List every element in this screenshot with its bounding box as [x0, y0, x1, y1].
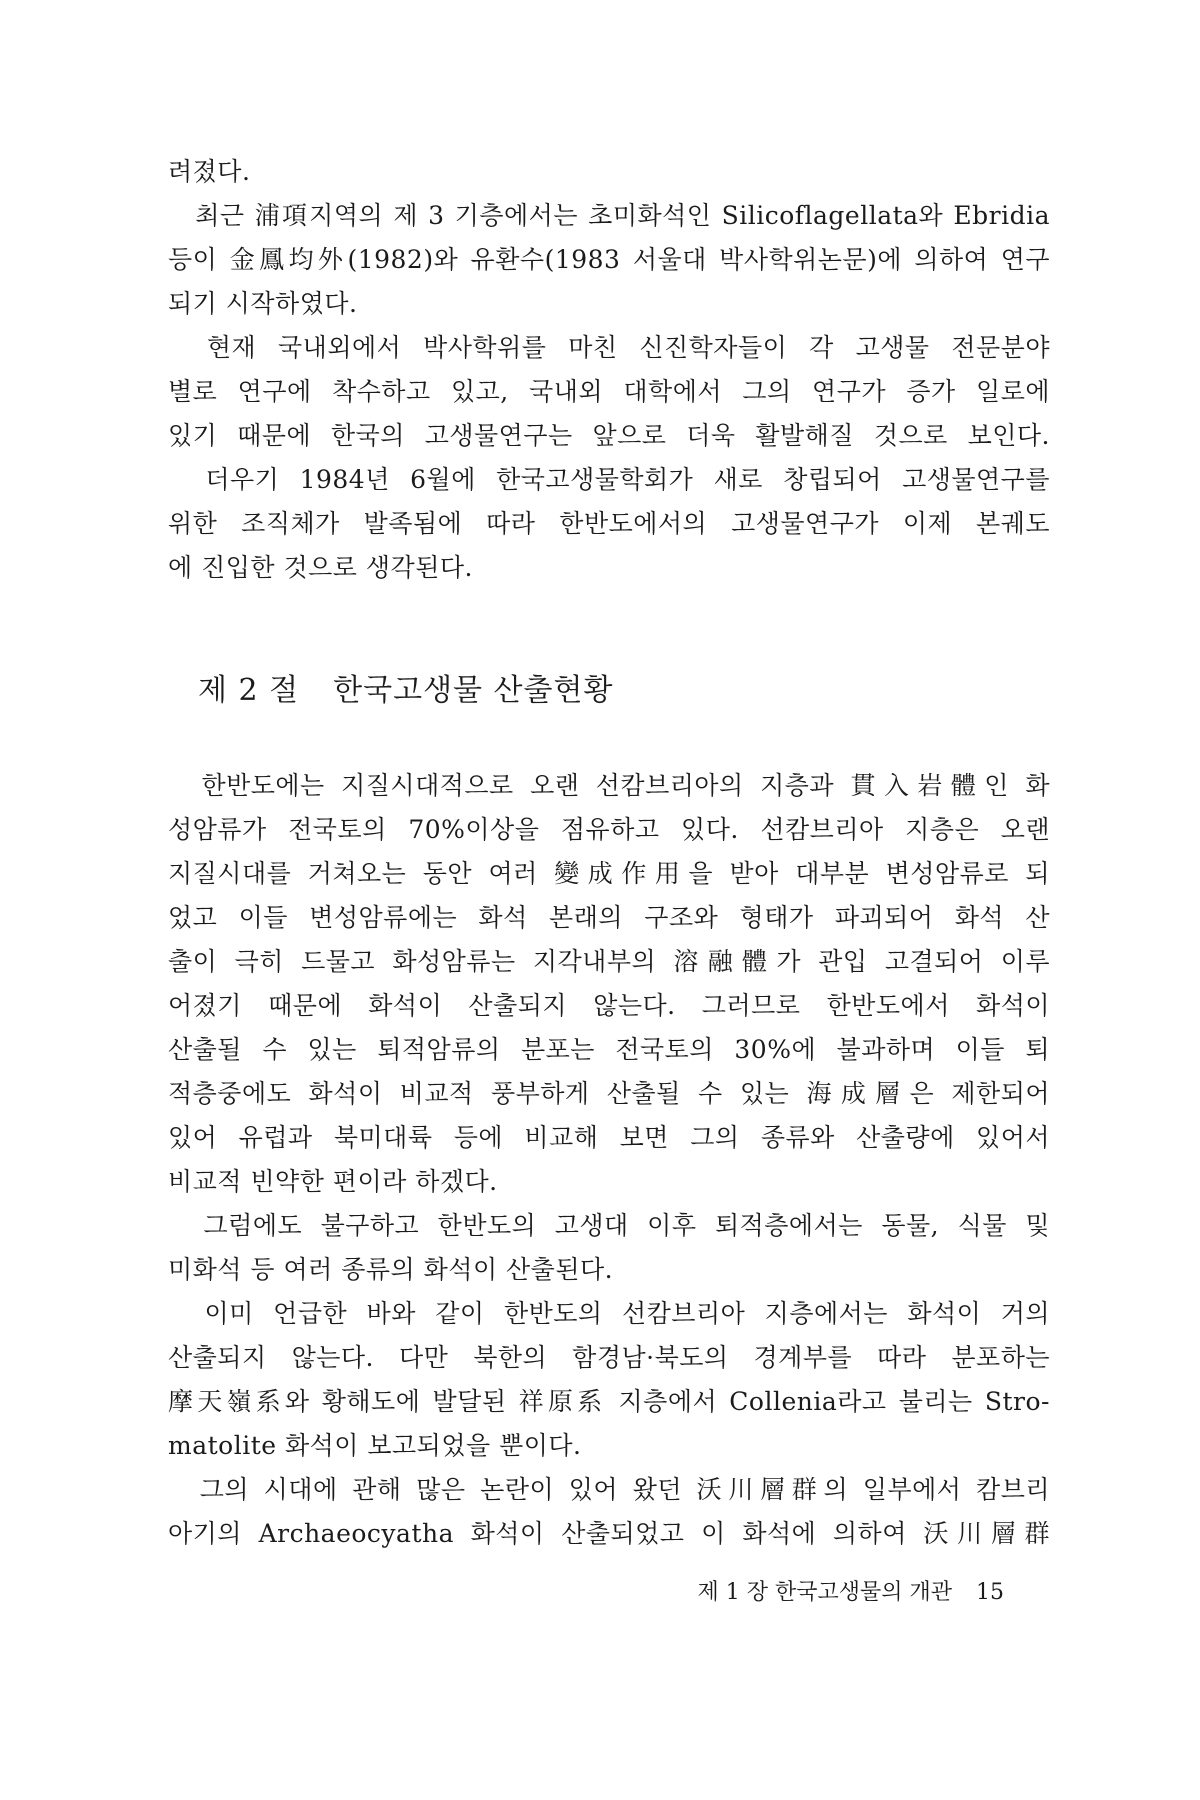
page-number: 15: [976, 1580, 1004, 1605]
text-line: 摩天嶺系와 황해도에 발달된 祥原系 지층에서 Collenia라고 불리는 Stro-: [168, 1387, 1050, 1416]
text-line: 있어 유럽과 북미대륙 등에 비교해 보면 그의 종류와 산출량에 있어서: [168, 1123, 1050, 1152]
page-footer: [698, 1575, 1005, 1606]
text-line: 산출되지 않는다. 다만 북한의 함경남·북도의 경계부를 따라 분포하는: [168, 1343, 1050, 1372]
text-line: 성암류가 전국토의 70%이상을 점유하고 있다. 선캄브리아 지층은 오랜: [168, 815, 1050, 844]
section-heading: [198, 665, 613, 709]
text-line: 그의 시대에 관해 많은 논란이 있어 왔던 沃川層群의 일부에서 캄브리: [168, 1475, 1050, 1504]
text-line: 현재 국내외에서 박사학위를 마친 신진학자들이 각 고생물 전문분야: [168, 333, 1050, 362]
text-line: 적층중에도 화석이 비교적 풍부하게 산출될 수 있는 海成層은 제한되어: [168, 1079, 1050, 1108]
text-line: 더우기 1984년 6월에 한국고생물학회가 새로 창립되어 고생물연구를: [168, 465, 1050, 494]
text-line: 위한 조직체가 발족됨에 따라 한반도에서의 고생물연구가 이제 본궤도: [168, 509, 1050, 538]
text-line: 비교적 빈약한 편이라 하겠다.: [168, 1167, 498, 1196]
text-line: 이미 언급한 바와 같이 한반도의 선캄브리아 지층에서는 화석이 거의: [168, 1299, 1050, 1328]
text-line: 산출될 수 있는 퇴적암류의 분포는 전국토의 30%에 불과하며 이들 퇴: [168, 1035, 1050, 1064]
section-number: 제 2 절: [198, 673, 300, 708]
text-line: 에 진입한 것으로 생각된다.: [168, 553, 473, 582]
body-paragraphs: [168, 764, 1050, 1556]
intro-paragraphs: [168, 150, 1050, 590]
text-line: 별로 연구에 착수하고 있고, 국내외 대학에서 그의 연구가 증가 일로에: [168, 377, 1050, 406]
section-title: 한국고생물 산출현황: [333, 673, 614, 708]
text-line: 있기 때문에 한국의 고생물연구는 앞으로 더욱 활발해질 것으로 보인다.: [168, 421, 1050, 450]
text-line: 최근 浦項지역의 제 3 기층에서는 초미화석인 Silicoflagellata와 Ebridia: [168, 201, 1050, 230]
text-line: 려졌다.: [168, 157, 251, 186]
text-line: 어졌기 때문에 화석이 산출되지 않는다. 그러므로 한반도에서 화석이: [168, 991, 1050, 1020]
text-line: 되기 시작하였다.: [168, 289, 358, 318]
text-line: 그럼에도 불구하고 한반도의 고생대 이후 퇴적층에서는 동물, 식물 및: [168, 1211, 1050, 1240]
text-line: 출이 극히 드물고 화성암류는 지각내부의 溶融體가 관입 고결되어 이루: [168, 947, 1050, 976]
text-line: 었고 이들 변성암류에는 화석 본래의 구조와 형태가 파괴되어 화석 산: [168, 903, 1050, 932]
text-line: matolite 화석이 보고되었을 뿐이다.: [168, 1431, 582, 1460]
text-line: 지질시대를 거쳐오는 동안 여러 變成作用을 받아 대부분 변성암류로 되: [168, 859, 1050, 888]
text-line: 미화석 등 여러 종류의 화석이 산출된다.: [168, 1255, 614, 1284]
text-line: 한반도에는 지질시대적으로 오랜 선캄브리아의 지층과 貫入岩體인 화: [168, 771, 1050, 800]
text-line: 아기의 Archaeocyatha 화석이 산출되었고 이 화석에 의하여 沃川層群: [168, 1519, 1050, 1548]
text-line: 등이 金鳳均外(1982)와 유환수(1983 서울대 박사학위논문)에 의하여 연구: [168, 245, 1050, 274]
chapter-title: 제 1 장 한국고생물의 개관: [697, 1580, 952, 1605]
